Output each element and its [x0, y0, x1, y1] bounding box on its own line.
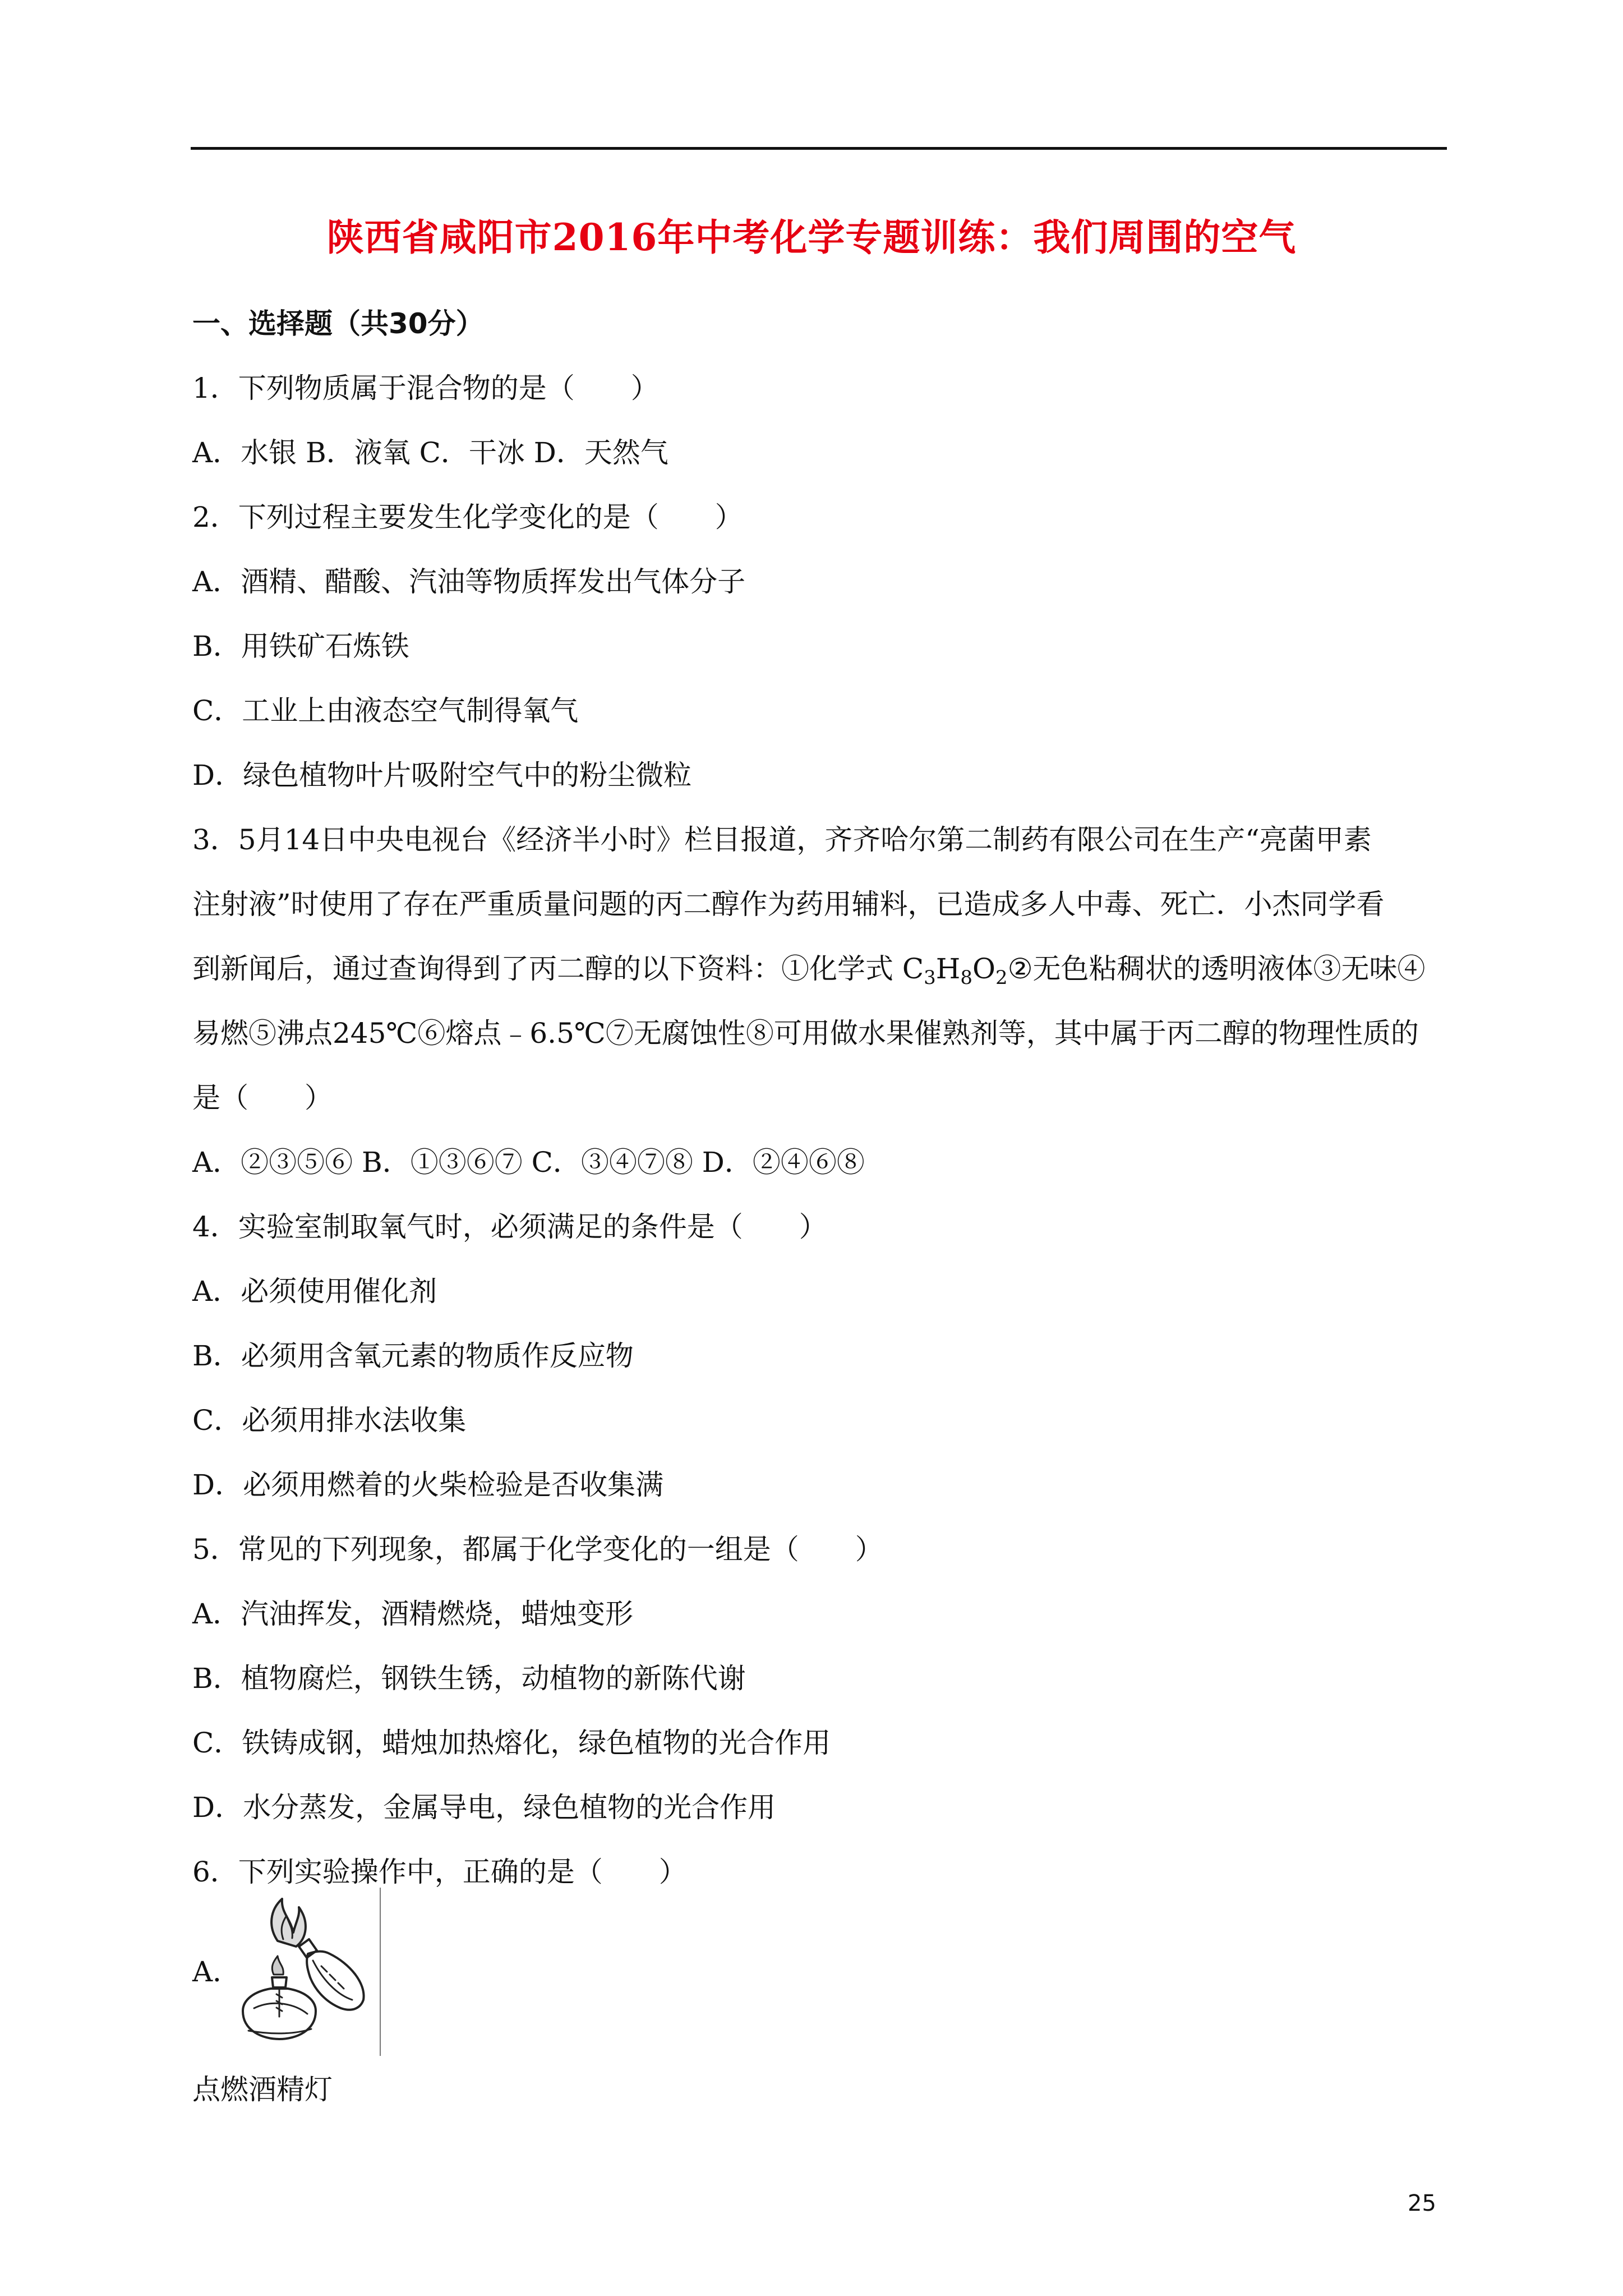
q6-option-a-label: A． [192, 1955, 241, 1988]
q3-line-3-post: ②无色粘稠状的透明液体③无味④ [1007, 953, 1426, 985]
formula-h: H [935, 953, 961, 985]
q2-stem: 2．下列过程主要发生化学变化的是（ ） [192, 501, 743, 533]
formula-sub-o: 2 [995, 967, 1008, 989]
q1-options: A．水银 B．液氧 C．干冰 D．天然气 [192, 436, 668, 469]
q3-options: A．②③⑤⑥ B．①③⑥⑦ C．③④⑦⑧ D．②④⑥⑧ [192, 1146, 865, 1179]
q3-line-5: 是（ ） [192, 1082, 333, 1114]
q4-option-b: B．必须用含氧元素的物质作反应物 [192, 1340, 634, 1372]
q4-stem: 4．实验室制取氧气时，必须满足的条件是（ ） [192, 1211, 827, 1243]
q5-stem: 5．常见的下列现象，都属于化学变化的一组是（ ） [192, 1533, 883, 1566]
formula-sub-c: 3 [924, 967, 936, 989]
q3-line-2: 注射液”时使用了存在严重质量问题的丙二醇作为药用辅料，已造成多人中毒、死亡．小杰同学看 [192, 888, 1385, 921]
q6-option-a-caption: 点燃酒精灯 [192, 2073, 333, 2106]
formula-sub-h: 8 [960, 967, 973, 989]
q2-option-d: D．绿色植物叶片吸附空气中的粉尘微粒 [192, 759, 692, 792]
q4-option-d: D．必须用燃着的火柴检验是否收集满 [192, 1469, 664, 1501]
page-number: 25 [1408, 2191, 1436, 2216]
q4-option-a: A．必须使用催化剂 [192, 1275, 437, 1308]
q3-line-4: 易燃⑤沸点245℃⑥熔点﹣6.5℃⑦无腐蚀性⑧可用做水果催熟剂等，其中属于丙二醇的物理性质的 [192, 1017, 1419, 1050]
q2-option-a: A．酒精、醋酸、汽油等物质挥发出气体分子 [192, 565, 746, 598]
q2-option-b: B．用铁矿石炼铁 [192, 630, 409, 662]
alcohol-lamp-icon [237, 1888, 574, 2056]
q3-line-3 [192, 937, 1449, 1001]
q6-option-a [192, 1888, 641, 2056]
q5-option-a: A．汽油挥发，酒精燃烧，蜡烛变形 [192, 1598, 634, 1630]
formula-o: O [972, 953, 996, 985]
header-rule [191, 147, 1447, 150]
q3-line-1: 3．5月14日中央电视台《经济半小时》栏目报道，齐齐哈尔第二制药有限公司在生产“亮菌甲素 [192, 823, 1372, 856]
q5-option-c: C．铁铸成钢，蜡烛加热熔化，绿色植物的光合作用 [192, 1727, 831, 1759]
q2-option-c: C．工业上由液态空气制得氧气 [192, 694, 579, 727]
q5-option-d: D．水分蒸发，金属导电，绿色植物的光合作用 [192, 1791, 776, 1824]
q1-stem: 1．下列物质属于混合物的是（ ） [192, 372, 659, 404]
q5-option-b: B．植物腐烂，钢铁生锈，动植物的新陈代谢 [192, 1662, 746, 1695]
q6-stem: 6．下列实验操作中，正确的是（ ） [192, 1856, 687, 1888]
q3-line-3-pre: 到新闻后，通过查询得到了丙二醇的以下资料：①化学式 C [192, 953, 924, 985]
question-list [192, 292, 1449, 1904]
section-heading: 一、选择题（共30分） [192, 307, 484, 340]
page-title: 陕西省咸阳市2016年中考化学专题训练：我们周围的空气 [326, 215, 1297, 259]
q4-option-c: C．必须用排水法收集 [192, 1404, 467, 1437]
